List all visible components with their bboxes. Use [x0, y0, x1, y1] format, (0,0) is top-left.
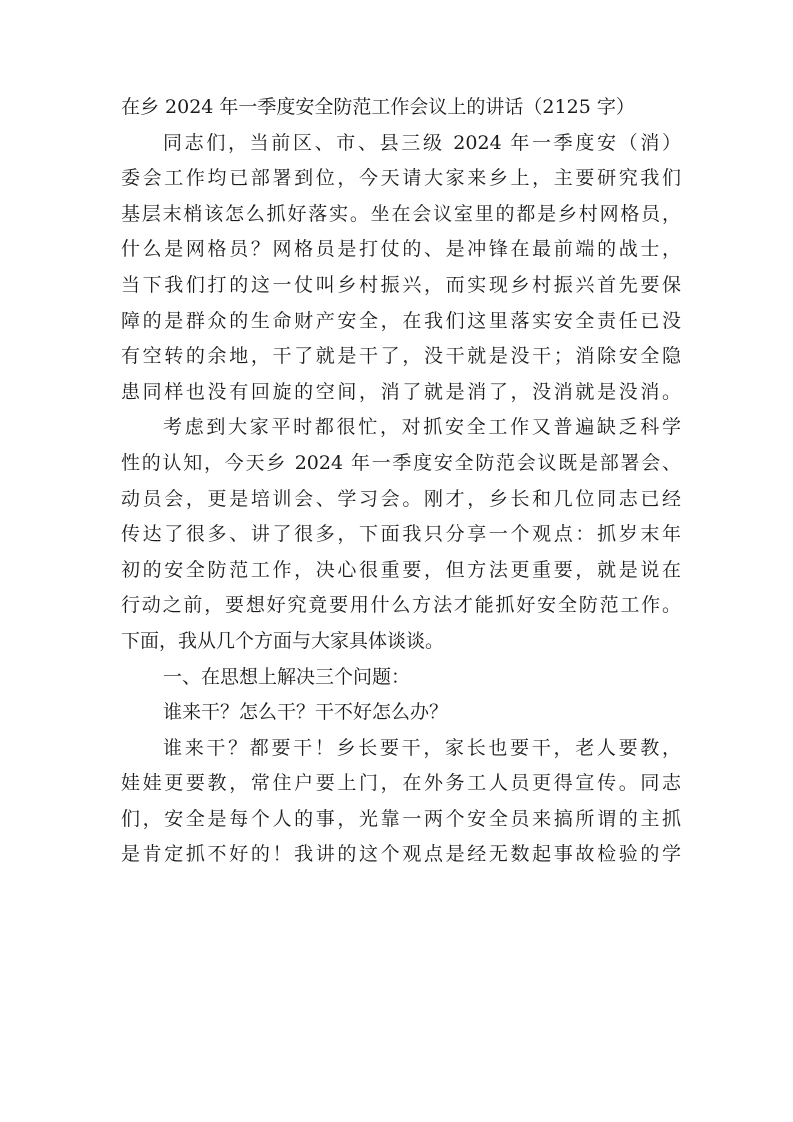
paragraph-line: 谁来干？都要干！乡长要干，家长也要干，老人要教， — [163, 736, 681, 759]
paragraph-line: 初的安全防范工作，决心很重要，但方法更重要，就是说在 — [121, 558, 681, 581]
paragraph-line: 有空转的余地，干了就是干了，没干就是没干；消除安全隐 — [121, 345, 681, 368]
paragraph-line: 当下我们打的这一仗叫乡村振兴，而实现乡村振兴首先要保 — [121, 273, 681, 296]
paragraph-line: 考虑到大家平时都很忙，对抓安全工作又普遍缺乏科学 — [163, 416, 681, 439]
document-body — [121, 90, 681, 873]
paragraph-line: 传达了很多、讲了很多，下面我只分享一个观点：抓岁末年 — [121, 523, 681, 546]
paragraph-line: 基层末梢该怎么抓好落实。坐在会议室里的都是乡村网格员， — [121, 202, 681, 225]
paragraph-line: 娃娃更要教，常住户要上门，在外务工人员更得宣传。同志 — [121, 772, 681, 795]
paragraph-line: 是肯定抓不好的！我讲的这个观点是经无数起事故检验的学 — [121, 843, 681, 866]
paragraph-line: 们，安全是每个人的事，光靠一两个安全员来搞所谓的主抓 — [121, 807, 681, 830]
paragraph-line: 障的是群众的生命财产安全，在我们这里落实安全责任已没 — [121, 309, 681, 332]
paragraph-line: 什么是网格员？网格员是打仗的、是冲锋在最前端的战士， — [121, 238, 681, 261]
paragraph-line: 行动之前，要想好究竟要用什么方法才能抓好安全防范工作。 — [121, 594, 681, 617]
paragraph-line: 委会工作均已部署到位，今天请大家来乡上，主要研究我们 — [121, 167, 681, 190]
paragraph-line: 患同样也没有回旋的空间，消了就是消了，没消就是没消。 — [121, 380, 681, 403]
paragraph-line: 谁来干？怎么干？干不好怎么办？ — [163, 701, 449, 724]
document-title: 在乡 2024 年一季度安全防范工作会议上的讲话（2125 字） — [121, 96, 635, 118]
paragraph-line: 动员会，更是培训会、学习会。刚才，乡长和几位同志已经 — [121, 487, 681, 510]
section-heading: 一、在思想上解决三个问题： — [163, 665, 411, 688]
paragraph-line: 同志们，当前区、市、县三级 2024 年一季度安（消） — [163, 131, 681, 154]
paragraph-line: 下面，我从几个方面与大家具体谈谈。 — [121, 629, 445, 652]
paragraph-line: 性的认知，今天乡 2024 年一季度安全防范会议既是部署会、 — [121, 451, 681, 474]
